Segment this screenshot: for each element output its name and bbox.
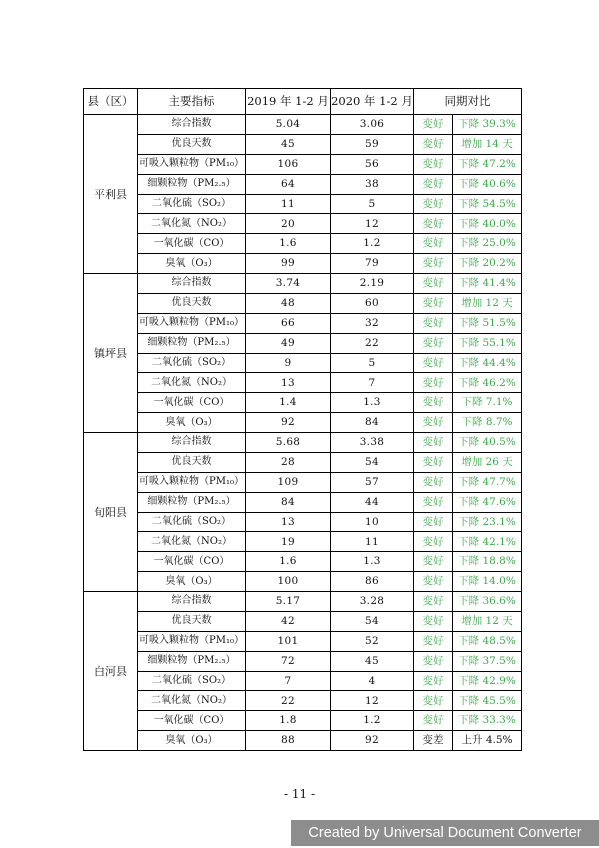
change-cell: 增加 26 天 bbox=[453, 452, 522, 472]
trend-cell: 变差 bbox=[414, 731, 453, 751]
trend-cell: 变好 bbox=[414, 234, 453, 254]
value-2019-cell: 88 bbox=[246, 731, 331, 751]
indicator-cell: 臭氧（O₃） bbox=[138, 254, 246, 274]
trend-cell: 变好 bbox=[414, 651, 453, 671]
trend-cell: 变好 bbox=[414, 313, 453, 333]
value-2019-cell: 109 bbox=[246, 472, 331, 492]
table-row bbox=[84, 214, 522, 234]
value-2020-cell: 3.38 bbox=[331, 433, 414, 453]
indicator-cell: 综合指数 bbox=[138, 592, 246, 612]
header-2020: 2020 年 1-2 月 bbox=[331, 89, 414, 115]
value-2019-cell: 100 bbox=[246, 572, 331, 592]
trend-cell: 变好 bbox=[414, 631, 453, 651]
indicator-cell: 一氧化碳（CO） bbox=[138, 552, 246, 572]
trend-cell: 变好 bbox=[414, 353, 453, 373]
change-cell: 下降 45.5% bbox=[453, 691, 522, 711]
value-2020-cell: 3.28 bbox=[331, 592, 414, 612]
air-quality-table bbox=[83, 88, 522, 751]
value-2020-cell: 54 bbox=[331, 611, 414, 631]
value-2019-cell: 3.74 bbox=[246, 274, 331, 294]
indicator-cell: 臭氧（O₃） bbox=[138, 413, 246, 433]
value-2019-cell: 45 bbox=[246, 134, 331, 154]
indicator-cell: 可吸入颗粒物（PM₁₀） bbox=[138, 154, 246, 174]
table-row bbox=[84, 592, 522, 612]
trend-cell: 变好 bbox=[414, 572, 453, 592]
indicator-cell: 优良天数 bbox=[138, 611, 246, 631]
trend-cell: 变好 bbox=[414, 433, 453, 453]
indicator-cell: 一氧化碳（CO） bbox=[138, 393, 246, 413]
indicator-cell: 细颗粒物（PM₂.₅） bbox=[138, 651, 246, 671]
change-cell: 下降 40.0% bbox=[453, 214, 522, 234]
trend-cell: 变好 bbox=[414, 611, 453, 631]
value-2019-cell: 9 bbox=[246, 353, 331, 373]
trend-cell: 变好 bbox=[414, 671, 453, 691]
change-cell: 下降 48.5% bbox=[453, 631, 522, 651]
change-cell: 下降 47.6% bbox=[453, 492, 522, 512]
indicator-cell: 细颗粒物（PM₂.₅） bbox=[138, 174, 246, 194]
indicator-cell: 二氧化氮（NO₂） bbox=[138, 691, 246, 711]
trend-cell: 变好 bbox=[414, 134, 453, 154]
value-2019-cell: 42 bbox=[246, 611, 331, 631]
change-cell: 下降 46.2% bbox=[453, 373, 522, 393]
table-row bbox=[84, 413, 522, 433]
value-2020-cell: 12 bbox=[331, 691, 414, 711]
trend-cell: 变好 bbox=[414, 552, 453, 572]
table-row bbox=[84, 552, 522, 572]
indicator-cell: 二氧化硫（SO₂） bbox=[138, 671, 246, 691]
value-2020-cell: 79 bbox=[331, 254, 414, 274]
change-cell: 下降 51.5% bbox=[453, 313, 522, 333]
change-cell: 下降 25.0% bbox=[453, 234, 522, 254]
value-2020-cell: 7 bbox=[331, 373, 414, 393]
header-county: 县（区） bbox=[84, 89, 138, 115]
table-row bbox=[84, 333, 522, 353]
value-2019-cell: 48 bbox=[246, 293, 331, 313]
change-cell: 下降 47.7% bbox=[453, 472, 522, 492]
trend-cell: 变好 bbox=[414, 254, 453, 274]
table-row bbox=[84, 433, 522, 453]
value-2019-cell: 1.4 bbox=[246, 393, 331, 413]
value-2020-cell: 52 bbox=[331, 631, 414, 651]
value-2020-cell: 4 bbox=[331, 671, 414, 691]
table-body bbox=[84, 115, 522, 751]
value-2019-cell: 5.17 bbox=[246, 592, 331, 612]
trend-cell: 变好 bbox=[414, 532, 453, 552]
change-cell: 上升 4.5% bbox=[453, 731, 522, 751]
trend-cell: 变好 bbox=[414, 174, 453, 194]
indicator-cell: 综合指数 bbox=[138, 433, 246, 453]
value-2020-cell: 1.3 bbox=[331, 552, 414, 572]
change-cell: 下降 39.3% bbox=[453, 115, 522, 135]
table-row bbox=[84, 512, 522, 532]
table-row bbox=[84, 631, 522, 651]
value-2020-cell: 60 bbox=[331, 293, 414, 313]
change-cell: 下降 47.2% bbox=[453, 154, 522, 174]
change-cell: 下降 40.6% bbox=[453, 174, 522, 194]
trend-cell: 变好 bbox=[414, 214, 453, 234]
value-2020-cell: 57 bbox=[331, 472, 414, 492]
value-2020-cell: 22 bbox=[331, 333, 414, 353]
table-row bbox=[84, 134, 522, 154]
trend-cell: 变好 bbox=[414, 154, 453, 174]
trend-cell: 变好 bbox=[414, 512, 453, 532]
change-cell: 下降 42.1% bbox=[453, 532, 522, 552]
change-cell: 下降 44.4% bbox=[453, 353, 522, 373]
value-2019-cell: 7 bbox=[246, 671, 331, 691]
value-2020-cell: 10 bbox=[331, 512, 414, 532]
table-row bbox=[84, 234, 522, 254]
value-2019-cell: 1.6 bbox=[246, 234, 331, 254]
value-2020-cell: 38 bbox=[331, 174, 414, 194]
trend-cell: 变好 bbox=[414, 274, 453, 294]
change-cell: 增加 12 天 bbox=[453, 293, 522, 313]
table-row bbox=[84, 711, 522, 731]
header-comparison: 同期对比 bbox=[414, 89, 522, 115]
change-cell: 下降 8.7% bbox=[453, 413, 522, 433]
indicator-cell: 优良天数 bbox=[138, 293, 246, 313]
indicator-cell: 二氧化硫（SO₂） bbox=[138, 512, 246, 532]
change-cell: 下降 55.1% bbox=[453, 333, 522, 353]
change-cell: 下降 40.5% bbox=[453, 433, 522, 453]
trend-cell: 变好 bbox=[414, 293, 453, 313]
trend-cell: 变好 bbox=[414, 413, 453, 433]
table-row bbox=[84, 611, 522, 631]
indicator-cell: 二氧化硫（SO₂） bbox=[138, 194, 246, 214]
value-2020-cell: 3.06 bbox=[331, 115, 414, 135]
value-2019-cell: 1.8 bbox=[246, 711, 331, 731]
trend-cell: 变好 bbox=[414, 115, 453, 135]
table-row bbox=[84, 154, 522, 174]
table-row bbox=[84, 572, 522, 592]
trend-cell: 变好 bbox=[414, 711, 453, 731]
table-row bbox=[84, 691, 522, 711]
value-2019-cell: 13 bbox=[246, 512, 331, 532]
value-2020-cell: 86 bbox=[331, 572, 414, 592]
value-2019-cell: 92 bbox=[246, 413, 331, 433]
value-2019-cell: 22 bbox=[246, 691, 331, 711]
county-name-cell: 镇坪县 bbox=[84, 274, 138, 433]
value-2020-cell: 45 bbox=[331, 651, 414, 671]
value-2020-cell: 1.3 bbox=[331, 393, 414, 413]
change-cell: 下降 20.2% bbox=[453, 254, 522, 274]
indicator-cell: 二氧化硫（SO₂） bbox=[138, 353, 246, 373]
value-2020-cell: 84 bbox=[331, 413, 414, 433]
change-cell: 下降 42.9% bbox=[453, 671, 522, 691]
trend-cell: 变好 bbox=[414, 333, 453, 353]
change-cell: 下降 41.4% bbox=[453, 274, 522, 294]
value-2019-cell: 5.68 bbox=[246, 433, 331, 453]
change-cell: 增加 12 天 bbox=[453, 611, 522, 631]
change-cell: 下降 23.1% bbox=[453, 512, 522, 532]
table-row bbox=[84, 731, 522, 751]
county-name-cell: 平利县 bbox=[84, 115, 138, 274]
value-2020-cell: 44 bbox=[331, 492, 414, 512]
value-2020-cell: 32 bbox=[331, 313, 414, 333]
change-cell: 下降 36.6% bbox=[453, 592, 522, 612]
indicator-cell: 可吸入颗粒物（PM₁₀） bbox=[138, 631, 246, 651]
value-2019-cell: 5.04 bbox=[246, 115, 331, 135]
table-row bbox=[84, 373, 522, 393]
indicator-cell: 综合指数 bbox=[138, 274, 246, 294]
indicator-cell: 可吸入颗粒物（PM₁₀） bbox=[138, 313, 246, 333]
table-row bbox=[84, 492, 522, 512]
indicator-cell: 优良天数 bbox=[138, 452, 246, 472]
indicator-cell: 臭氧（O₃） bbox=[138, 572, 246, 592]
change-cell: 增加 14 天 bbox=[453, 134, 522, 154]
converter-watermark: Created by Universal Document Converter bbox=[291, 820, 599, 846]
table-row bbox=[84, 194, 522, 214]
table-row bbox=[84, 254, 522, 274]
value-2019-cell: 101 bbox=[246, 631, 331, 651]
trend-cell: 变好 bbox=[414, 492, 453, 512]
value-2019-cell: 72 bbox=[246, 651, 331, 671]
header-2019: 2019 年 1-2 月 bbox=[246, 89, 331, 115]
table-row bbox=[84, 115, 522, 135]
page-number: - 11 - bbox=[283, 787, 315, 801]
table-row bbox=[84, 313, 522, 333]
value-2019-cell: 84 bbox=[246, 492, 331, 512]
county-name-cell: 白河县 bbox=[84, 592, 138, 751]
trend-cell: 变好 bbox=[414, 592, 453, 612]
table-row bbox=[84, 393, 522, 413]
value-2019-cell: 1.6 bbox=[246, 552, 331, 572]
value-2019-cell: 11 bbox=[246, 194, 331, 214]
indicator-cell: 一氧化碳（CO） bbox=[138, 711, 246, 731]
table-row bbox=[84, 452, 522, 472]
indicator-cell: 二氧化氮（NO₂） bbox=[138, 214, 246, 234]
trend-cell: 变好 bbox=[414, 373, 453, 393]
table-row bbox=[84, 174, 522, 194]
value-2020-cell: 11 bbox=[331, 532, 414, 552]
indicator-cell: 综合指数 bbox=[138, 115, 246, 135]
value-2020-cell: 1.2 bbox=[331, 234, 414, 254]
table-row bbox=[84, 532, 522, 552]
value-2019-cell: 13 bbox=[246, 373, 331, 393]
value-2020-cell: 1.2 bbox=[331, 711, 414, 731]
value-2019-cell: 106 bbox=[246, 154, 331, 174]
change-cell: 下降 54.5% bbox=[453, 194, 522, 214]
value-2019-cell: 64 bbox=[246, 174, 331, 194]
table-row bbox=[84, 651, 522, 671]
trend-cell: 变好 bbox=[414, 194, 453, 214]
value-2019-cell: 19 bbox=[246, 532, 331, 552]
value-2019-cell: 28 bbox=[246, 452, 331, 472]
value-2020-cell: 59 bbox=[331, 134, 414, 154]
value-2020-cell: 5 bbox=[331, 194, 414, 214]
indicator-cell: 可吸入颗粒物（PM₁₀） bbox=[138, 472, 246, 492]
indicator-cell: 二氧化氮（NO₂） bbox=[138, 532, 246, 552]
indicator-cell: 优良天数 bbox=[138, 134, 246, 154]
value-2019-cell: 20 bbox=[246, 214, 331, 234]
change-cell: 下降 33.3% bbox=[453, 711, 522, 731]
trend-cell: 变好 bbox=[414, 691, 453, 711]
trend-cell: 变好 bbox=[414, 393, 453, 413]
value-2019-cell: 66 bbox=[246, 313, 331, 333]
value-2020-cell: 54 bbox=[331, 452, 414, 472]
trend-cell: 变好 bbox=[414, 472, 453, 492]
change-cell: 下降 14.0% bbox=[453, 572, 522, 592]
value-2020-cell: 92 bbox=[331, 731, 414, 751]
indicator-cell: 臭氧（O₃） bbox=[138, 731, 246, 751]
header-indicator: 主要指标 bbox=[138, 89, 246, 115]
table-header-row bbox=[84, 89, 522, 115]
change-cell: 下降 37.5% bbox=[453, 651, 522, 671]
value-2020-cell: 56 bbox=[331, 154, 414, 174]
change-cell: 下降 18.8% bbox=[453, 552, 522, 572]
county-name-cell: 旬阳县 bbox=[84, 433, 138, 592]
table-row bbox=[84, 671, 522, 691]
value-2019-cell: 49 bbox=[246, 333, 331, 353]
indicator-cell: 一氧化碳（CO） bbox=[138, 234, 246, 254]
indicator-cell: 细颗粒物（PM₂.₅） bbox=[138, 333, 246, 353]
value-2020-cell: 2.19 bbox=[331, 274, 414, 294]
table-row bbox=[84, 353, 522, 373]
change-cell: 下降 7.1% bbox=[453, 393, 522, 413]
value-2019-cell: 99 bbox=[246, 254, 331, 274]
indicator-cell: 细颗粒物（PM₂.₅） bbox=[138, 492, 246, 512]
indicator-cell: 二氧化氮（NO₂） bbox=[138, 373, 246, 393]
value-2020-cell: 12 bbox=[331, 214, 414, 234]
value-2020-cell: 5 bbox=[331, 353, 414, 373]
table-row bbox=[84, 472, 522, 492]
trend-cell: 变好 bbox=[414, 452, 453, 472]
table-row bbox=[84, 274, 522, 294]
table-row bbox=[84, 293, 522, 313]
